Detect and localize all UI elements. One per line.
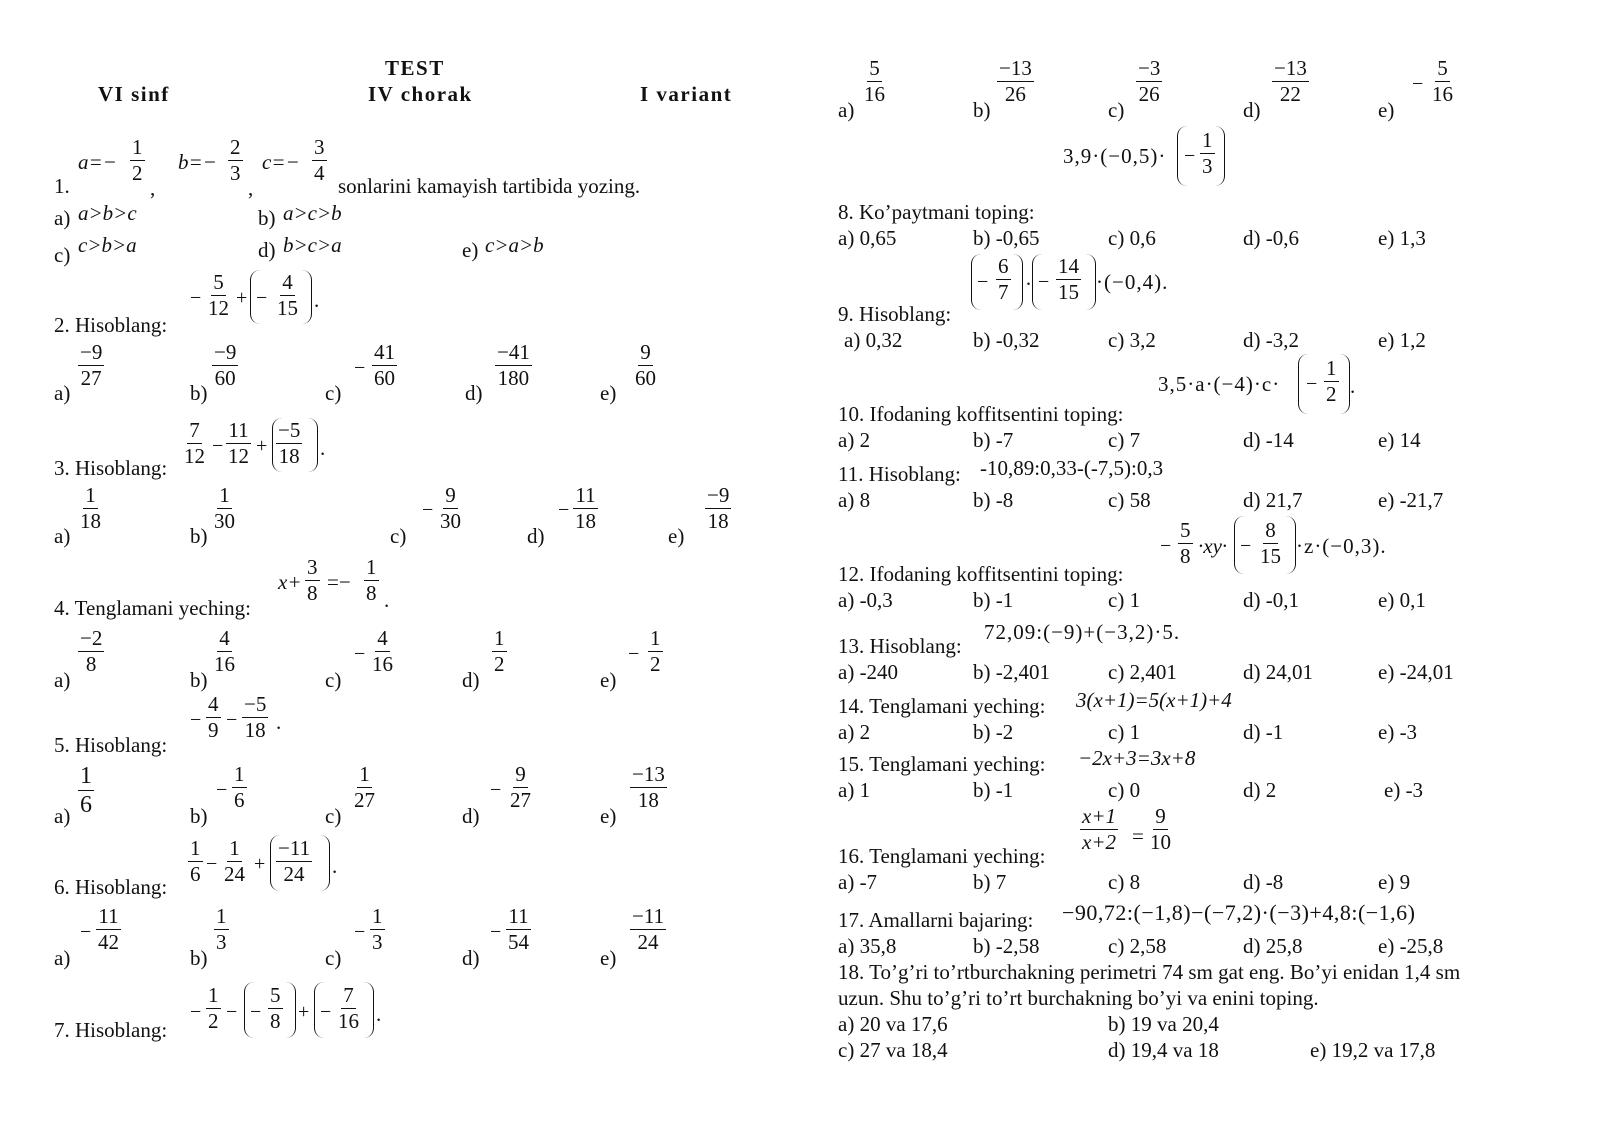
q15-option-b: b) -1: [973, 778, 1014, 802]
q15-option-d: d) 2: [1243, 778, 1277, 802]
q10-fraction: $\frac{1}{2}$: [1326, 356, 1337, 406]
q3-expr-fraction-2: $\frac{11}{12}$: [228, 418, 249, 468]
q13-option-c: c) 2,401: [1108, 660, 1177, 684]
question-13-label: 13. Hisoblang:: [838, 634, 962, 658]
option-e-letter: e): [1378, 98, 1395, 122]
option-d-letter: d): [465, 381, 483, 405]
q16-expr-fraction-1: $\frac{x+1}{x+2}$: [1082, 804, 1116, 854]
q12-expr-fraction-2: $\frac{8}{15}$: [1260, 518, 1281, 568]
grade-label: VI sinf: [98, 82, 170, 106]
q4-expr-fraction-2: $\frac{1}{8}$: [366, 555, 377, 605]
q5-option-b: $\frac{1}{6}$: [234, 762, 245, 812]
q12-option-e: e) 0,1: [1378, 588, 1426, 612]
question-11-label: 11. Hisoblang:: [838, 462, 961, 486]
q15-option-e: e) -3: [1384, 778, 1424, 802]
option-e-letter: e): [668, 524, 685, 548]
q9-option-c: c) 3,2: [1108, 328, 1156, 352]
q7-expr-fraction-2: $\frac{5}{8}$: [270, 983, 281, 1033]
q9-option-d: d) -3,2: [1243, 328, 1299, 352]
q12-expression-middle: ·xy·: [1198, 534, 1228, 558]
option-e-letter: e): [600, 668, 617, 692]
q9-expression-tail: ·(−0,4).: [1096, 270, 1169, 294]
question-1-text: sonlarini kamayish tartibida yozing.: [338, 174, 641, 198]
option-b-letter: b): [258, 206, 276, 230]
plus-sign: +: [256, 435, 268, 457]
q1-option-e: c>a>b: [485, 233, 544, 257]
minus-sign: −: [320, 1001, 332, 1023]
minus-sign: −: [206, 853, 218, 875]
question-9-label: 9. Hisoblang:: [838, 302, 952, 326]
question-2-label: 2. Hisoblang:: [54, 313, 168, 337]
q17-expression: −90,72:(−1,8)−(−7,2)·(−3)+4,8:(−1,6): [1062, 900, 1416, 925]
q10-option-d: d) -14: [1243, 428, 1294, 452]
period: .: [332, 854, 338, 878]
q4-option-d: $\frac{1}{2}$: [494, 626, 505, 676]
q9-option-b: b) -0,32: [973, 328, 1040, 352]
minus-sign: −: [190, 1001, 202, 1023]
minus-sign: −: [628, 643, 640, 665]
q10-option-c: c) 7: [1108, 428, 1141, 452]
question-7-label: 7. Hisoblang:: [54, 1018, 168, 1042]
q6-expr-fraction-3: $\frac{-11}{24}$: [278, 836, 311, 886]
q7-option-c: $\frac{-3}{26}$: [1138, 56, 1161, 106]
q12-option-c: c) 1: [1108, 588, 1141, 612]
question-16-label: 16. Tenglamani yeching:: [838, 844, 1046, 868]
test-title: TEST: [385, 56, 445, 80]
q16-expr-fraction-2: $\frac{9}{10}$: [1150, 804, 1171, 854]
q12-option-b: b) -1: [973, 588, 1014, 612]
minus-sign: −: [216, 779, 228, 801]
question-14-label: 14. Tenglamani yeching:: [838, 694, 1046, 718]
option-d-letter: d): [462, 804, 480, 828]
q13-option-a: a) -240: [838, 660, 899, 684]
q11-option-d: d) 21,7: [1243, 488, 1303, 512]
q3-option-a: $\frac{1}{18}$: [80, 483, 101, 533]
q4-option-a: $\frac{-2}{8}$: [80, 626, 103, 676]
q3-option-b: $\frac{1}{30}$: [214, 483, 235, 533]
q10-option-e: e) 14: [1378, 428, 1421, 452]
period: .: [384, 588, 390, 612]
minus-sign: −: [226, 1001, 238, 1023]
q1-b-fraction: $\frac{2}{3}$: [230, 135, 241, 185]
q14-option-c: c) 1: [1108, 720, 1141, 744]
q6-option-e: $\frac{-11}{24}$: [632, 904, 665, 954]
option-d-letter: d): [1243, 98, 1261, 122]
minus-sign: −: [422, 499, 434, 521]
q2-option-d: $\frac{-41}{180}$: [497, 340, 530, 390]
q11-option-b: b) -8: [973, 488, 1014, 512]
q12-option-a: a) -0,3: [838, 588, 893, 612]
option-b-letter: b): [190, 946, 208, 970]
q14-option-d: d) -1: [1243, 720, 1284, 744]
q4-option-b: $\frac{4}{16}$: [214, 626, 235, 676]
question-3-label: 3. Hisoblang:: [54, 456, 168, 480]
plus-sign: +: [298, 1001, 310, 1023]
minus-sign: −: [250, 1001, 262, 1023]
q15-expression: −2x+3=3x+8: [1078, 746, 1196, 770]
q11-option-e: e) -21,7: [1378, 488, 1444, 512]
q7-option-a: $\frac{5}{16}$: [864, 56, 885, 106]
q10-option-a: a) 2: [838, 428, 871, 452]
q4-expr-x: x+: [278, 570, 302, 594]
q17-option-c: c) 2,58: [1108, 934, 1167, 958]
minus-sign: −: [212, 435, 224, 457]
minus-sign: −: [256, 287, 268, 309]
option-b-letter: b): [190, 804, 208, 828]
variant-label: I variant: [640, 82, 733, 106]
q5-option-e: $\frac{-13}{18}$: [632, 762, 665, 812]
comma: ,: [248, 176, 254, 200]
option-a-letter: a): [54, 668, 71, 692]
q1-a-expr: a=−: [78, 150, 117, 174]
option-b-letter: b): [190, 381, 208, 405]
q1-option-a: a>b>c: [78, 201, 137, 225]
q14-option-b: b) -2: [973, 720, 1014, 744]
q2-option-b: $\frac{-9}{60}$: [214, 340, 237, 390]
question-10-label: 10. Ifodaning koffitsentini toping:: [838, 402, 1124, 426]
dot-operator: ·: [1025, 272, 1032, 296]
option-e-letter: e): [600, 804, 617, 828]
minus-sign: −: [1412, 73, 1424, 95]
option-a-letter: a): [838, 98, 855, 122]
q10-expression: 3,5·a·(−4)·c·: [1158, 372, 1281, 396]
minus-sign: −: [977, 271, 989, 293]
minus-sign: −: [490, 921, 502, 943]
q17-option-a: a) 35,8: [838, 934, 897, 958]
q13-option-d: d) 24,01: [1243, 660, 1313, 684]
q9-option-e: e) 1,2: [1378, 328, 1426, 352]
q1-a-fraction: $\frac{1}{2}$: [132, 135, 143, 185]
minus-sign: −: [80, 921, 92, 943]
minus-sign: −: [1240, 535, 1252, 557]
q2-option-e: $\frac{9}{60}$: [635, 340, 656, 390]
minus-sign: −: [190, 287, 202, 309]
q2-expr-fraction-2: $\frac{4}{15}$: [277, 270, 298, 320]
q13-option-b: b) -2,401: [973, 660, 1050, 684]
q3-option-e: $\frac{-9}{18}$: [707, 483, 730, 533]
q3-option-c: $\frac{9}{30}$: [440, 483, 461, 533]
q8-option-c: c) 0,6: [1108, 226, 1156, 250]
minus-sign: −: [226, 709, 238, 731]
q7-option-d: $\frac{-13}{22}$: [1274, 56, 1307, 106]
option-a-letter: a): [54, 804, 71, 828]
q17-option-e: e) -25,8: [1378, 934, 1444, 958]
q6-option-d: $\frac{11}{54}$: [508, 904, 529, 954]
option-c-letter: c): [54, 243, 71, 267]
q8-fraction: $\frac{1}{3}$: [1202, 128, 1213, 178]
q4-option-e: $\frac{1}{2}$: [650, 626, 661, 676]
q1-option-c: c>b>a: [78, 233, 137, 257]
q1-c-expr: c=−: [262, 150, 300, 174]
q17-option-d: d) 25,8: [1243, 934, 1303, 958]
q6-option-a: $\frac{11}{42}$: [98, 904, 119, 954]
q8-option-b: b) -0,65: [973, 226, 1040, 250]
option-b-letter: b): [190, 524, 208, 548]
option-d-letter: d): [462, 668, 480, 692]
period: .: [320, 436, 326, 460]
q7-expr-fraction-1: $\frac{1}{2}$: [208, 983, 219, 1033]
q5-expr-fraction-1: $\frac{4}{9}$: [208, 692, 219, 742]
q16-option-c: c) 8: [1108, 870, 1141, 894]
q5-option-a: $\frac{1}{6}$: [80, 763, 92, 818]
option-d-letter: d): [462, 946, 480, 970]
q2-option-a: $\frac{-9}{27}$: [80, 340, 103, 390]
q11-option-a: a) 8: [838, 488, 871, 512]
q9-expr-fraction-2: $\frac{14}{15}$: [1058, 254, 1079, 304]
comma: ,: [150, 176, 156, 200]
q13-expression: 72,09:(−9)+(−3,2)·5.: [984, 620, 1181, 644]
q3-option-d: $\frac{11}{18}$: [575, 483, 596, 533]
q6-option-c: $\frac{1}{3}$: [372, 904, 383, 954]
q1-c-fraction: $\frac{3}{4}$: [314, 135, 325, 185]
option-a-letter: a): [54, 206, 71, 230]
q5-option-c: $\frac{1}{27}$: [354, 762, 375, 812]
q8-option-d: d) -0,6: [1243, 226, 1299, 250]
option-c-letter: c): [325, 381, 342, 405]
question-5-label: 5. Hisoblang:: [54, 733, 168, 757]
q6-option-b: $\frac{1}{3}$: [216, 904, 227, 954]
minus-sign: −: [1306, 373, 1318, 395]
plus-sign: +: [254, 853, 266, 875]
q12-expression-tail: ·z·(−0,3).: [1296, 534, 1387, 558]
option-b-letter: b): [973, 98, 991, 122]
question-17-label: 17. Amallarni bajaring:: [838, 908, 1034, 932]
option-e-letter: e): [462, 238, 479, 262]
q9-expr-fraction-1: $\frac{6}{7}$: [998, 254, 1009, 304]
q18-option-c: c) 27 va 18,4: [838, 1038, 948, 1062]
q16-option-d: d) -8: [1243, 870, 1284, 894]
q8-option-e: e) 1,3: [1378, 226, 1426, 250]
minus-sign: −: [1038, 271, 1050, 293]
question-4-label: 4. Tenglamani yeching:: [54, 596, 252, 620]
question-8-label: 8. Ko’paytmani toping:: [838, 200, 1035, 224]
q12-option-d: d) -0,1: [1243, 588, 1299, 612]
option-c-letter: c): [1108, 98, 1125, 122]
q13-option-e: e) -24,01: [1378, 660, 1454, 684]
option-e-letter: e): [600, 381, 617, 405]
option-d-letter: d): [258, 238, 276, 262]
option-c-letter: c): [325, 668, 342, 692]
q14-option-e: e) -3: [1378, 720, 1418, 744]
period: .: [314, 288, 320, 312]
question-1-number: 1.: [54, 174, 70, 198]
question-15-label: 15. Tenglamani yeching:: [838, 752, 1046, 776]
period: .: [276, 710, 282, 734]
q18-option-d: d) 19,4 va 18: [1108, 1038, 1219, 1062]
q14-expression: 3(x+1)=5(x+1)+4: [1076, 688, 1232, 712]
q14-option-a: a) 2: [838, 720, 871, 744]
q11-expression: -10,89:0,33-(-7,5):0,3: [980, 456, 1164, 480]
q1-option-d: b>c>a: [283, 233, 342, 257]
q8-option-a: a) 0,65: [838, 226, 897, 250]
quarter-label: IV chorak: [368, 82, 473, 106]
question-12-label: 12. Ifodaning koffitsentini toping:: [838, 562, 1124, 586]
period: .: [1350, 374, 1356, 398]
plus-sign: +: [236, 287, 248, 309]
q16-option-a: a) -7: [838, 870, 878, 894]
question-6-label: 6. Hisoblang:: [54, 875, 168, 899]
minus-sign: −: [558, 499, 570, 521]
option-c-letter: c): [390, 524, 407, 548]
minus-sign: −: [1184, 145, 1196, 167]
q18-option-b: b) 19 va 20,4: [1108, 1012, 1219, 1036]
q7-option-b: $\frac{-13}{26}$: [999, 56, 1032, 106]
q16-option-b: b) 7: [973, 870, 1007, 894]
option-e-letter: e): [600, 946, 617, 970]
q6-expr-fraction-2: $\frac{1}{24}$: [224, 836, 245, 886]
equals-sign: =: [1132, 824, 1144, 848]
q2-expr-fraction-1: $\frac{5}{12}$: [208, 270, 229, 320]
minus-sign: −: [1160, 535, 1172, 557]
option-a-letter: a): [54, 946, 71, 970]
q18-option-e: e) 19,2 va 17,8: [1310, 1038, 1436, 1062]
question-18-text-line-1: 18. To’g’ri to’rtburchakning perimetri 74 sm gat eng. Bo’yi enidan 1,4 sm: [838, 960, 1461, 984]
option-d-letter: d): [527, 524, 545, 548]
q5-option-d: $\frac{9}{27}$: [510, 762, 531, 812]
q6-expr-fraction-1: $\frac{1}{6}$: [190, 836, 201, 886]
minus-sign: −: [190, 709, 202, 731]
q4-equals: =−: [327, 570, 351, 594]
q11-option-c: c) 58: [1108, 488, 1151, 512]
q15-option-c: c) 0: [1108, 778, 1141, 802]
q1-option-b: a>c>b: [283, 201, 342, 225]
minus-sign: −: [490, 779, 502, 801]
q15-option-a: a) 1: [838, 778, 871, 802]
q10-option-b: b) -7: [973, 428, 1014, 452]
q4-expr-fraction-1: $\frac{3}{8}$: [307, 555, 318, 605]
minus-sign: −: [354, 921, 366, 943]
q3-expr-fraction-1: $\frac{7}{12}$: [184, 418, 205, 468]
q1-b-expr: b=−: [178, 150, 217, 174]
q9-option-a: a) 0,32: [844, 328, 903, 352]
q3-expr-fraction-3: $\frac{-5}{18}$: [278, 418, 301, 468]
option-c-letter: c): [325, 804, 342, 828]
q18-option-a: a) 20 va 17,6: [838, 1012, 948, 1036]
q7-expr-fraction-3: $\frac{7}{16}$: [338, 983, 359, 1033]
option-b-letter: b): [190, 668, 208, 692]
q8-expression: 3,9·(−0,5)·: [1063, 144, 1167, 168]
option-a-letter: a): [54, 381, 71, 405]
q7-option-e: $\frac{5}{16}$: [1432, 56, 1453, 106]
question-18-text-line-2: uzun. Shu to’g’ri to’rt burchakning bo’yi va enini toping.: [838, 986, 1319, 1010]
q12-expr-fraction-1: $\frac{5}{8}$: [1180, 518, 1191, 568]
q2-option-c: $\frac{41}{60}$: [374, 340, 395, 390]
minus-sign: −: [354, 357, 366, 379]
option-a-letter: a): [54, 524, 71, 548]
period: .: [376, 1002, 382, 1026]
q5-expr-fraction-2: $\frac{-5}{18}$: [244, 692, 267, 742]
q4-option-c: $\frac{4}{16}$: [372, 626, 393, 676]
minus-sign: −: [354, 643, 366, 665]
q17-option-b: b) -2,58: [973, 934, 1040, 958]
option-c-letter: c): [325, 946, 342, 970]
q16-option-e: e) 9: [1378, 870, 1411, 894]
